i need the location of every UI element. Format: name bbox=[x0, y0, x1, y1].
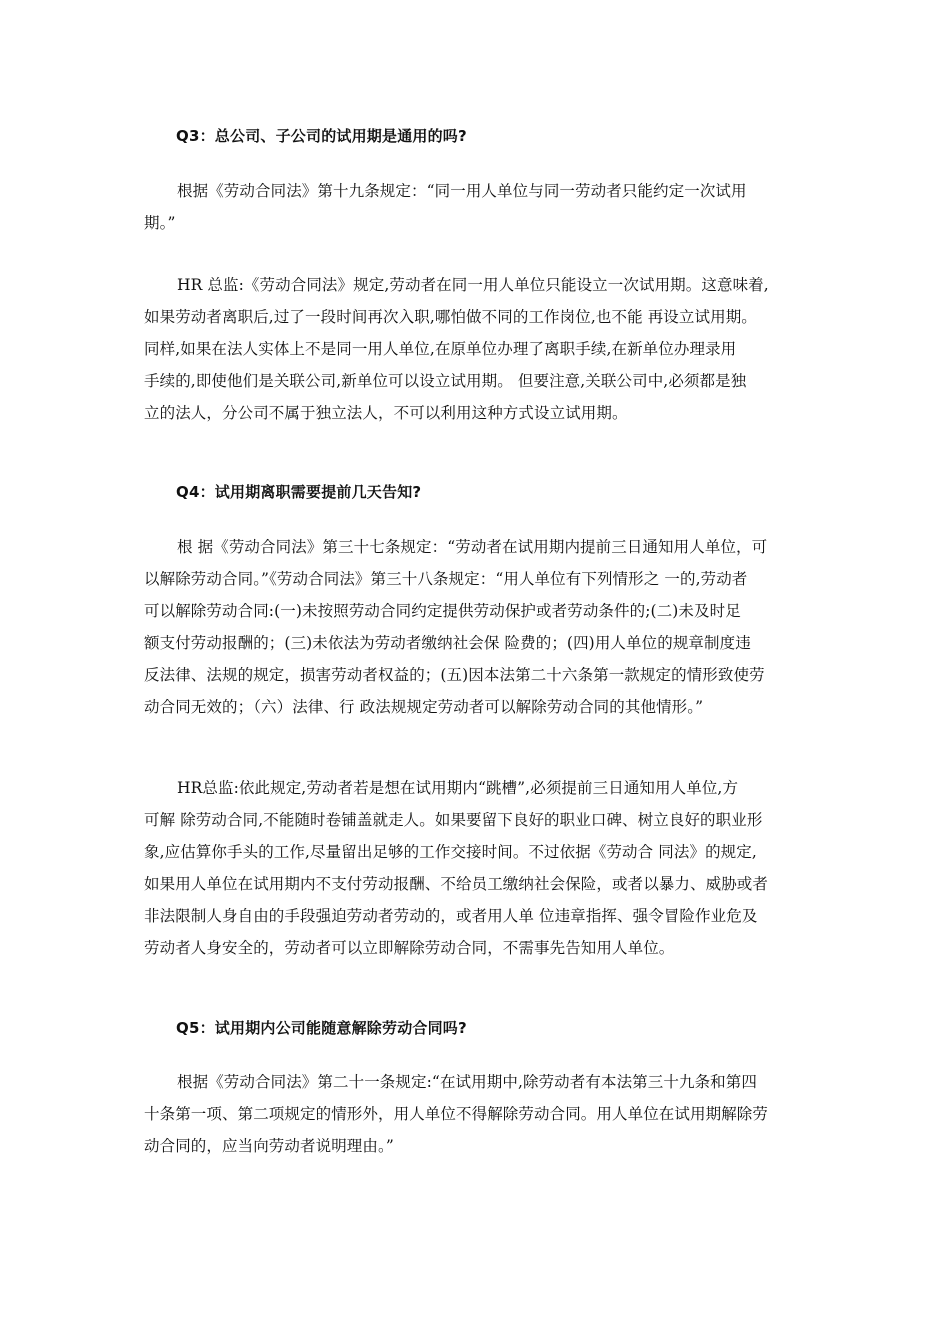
text-line: 动合同无效的；（六）法律、行 政法规规定劳动者可以解除劳动合同的其他情形。” bbox=[144, 698, 704, 716]
text-line: 可以解除劳动合同:(一)未按照劳动合同约定提供劳动保护或者劳动条件的;(二)未及时足 bbox=[144, 602, 741, 620]
text-line: 根 据《劳动合同法》第三十七条规定：“劳动者在试用期内提前三日通知用人单位，可 bbox=[177, 538, 768, 556]
paragraph-q3-law bbox=[144, 175, 814, 239]
question-heading-q4: Q4：试用期离职需要提前几天告知? bbox=[176, 483, 422, 501]
text-line: HR总监:依此规定,劳动者若是想在试用期内“跳槽”,必须提前三日通知用人单位,方 bbox=[177, 779, 739, 797]
text-line: 额支付劳动报酬的；(三)未依法为劳动者缴纳社会保 险费的；(四)用人单位的规章制度违 bbox=[144, 634, 751, 652]
text-line: 可解 除劳动合同,不能随时卷铺盖就走人。如果要留下良好的职业口碑、树立良好的职业形 bbox=[144, 811, 763, 829]
text-line: 反法律、法规的规定，损害劳动者权益的；(五)因本法第二十六条第一款规定的情形致使劳 bbox=[144, 666, 765, 684]
text-line: 立的法人，分公司不属于独立法人，不可以利用这种方式设立试用期。 bbox=[144, 404, 628, 422]
paragraph-q4-law bbox=[144, 531, 814, 723]
text-line: 十条第一项、第二项规定的情形外，用人单位不得解除劳动合同。用人单位在试用期解除劳 bbox=[144, 1105, 769, 1123]
text-line: 手续的,即使他们是关联公司,新单位可以设立试用期。 但要注意,关联公司中,必须都是独 bbox=[144, 372, 747, 390]
text-line: 期。” bbox=[144, 214, 176, 232]
text-line: 象,应估算你手头的工作,尽量留出足够的工作交接时间。不过依据《劳动合 同法》的规定, bbox=[144, 843, 757, 861]
text-line: 劳动者人身安全的，劳动者可以立即解除劳动合同，不需事先告知用人单位。 bbox=[144, 939, 675, 957]
text-line: HR 总监:《劳动合同法》规定,劳动者在同一用人单位只能设立一次试用期。这意味着, bbox=[177, 276, 769, 294]
question-heading-q5: Q5：试用期内公司能随意解除劳动合同吗? bbox=[176, 1019, 467, 1037]
text-line: 如果劳动者离职后,过了一段时间再次入职,哪怕做不同的工作岗位,也不能 再设立试用期。 bbox=[144, 308, 757, 326]
text-line: 根据《劳动合同法》第二十一条规定:“在试用期中,除劳动者有本法第三十九条和第四 bbox=[177, 1073, 757, 1091]
text-line: 如果用人单位在试用期内不支付劳动报酬、不给员工缴纳社会保险，或者以暴力、威胁或者 bbox=[144, 875, 769, 893]
paragraph-q3-hr bbox=[144, 269, 814, 429]
text-line: 非法限制人身自由的手段强迫劳动者劳动的，或者用人单 位违章指挥、强令冒险作业危及 bbox=[144, 907, 758, 925]
paragraph-q4-hr bbox=[144, 772, 814, 964]
text-line: 动合同的，应当向劳动者说明理由。” bbox=[144, 1137, 394, 1155]
text-line: 根据《劳动合同法》第十九条规定：“同一用人单位与同一劳动者只能约定一次试用 bbox=[177, 182, 747, 200]
question-heading-q3: Q3：总公司、子公司的试用期是通用的吗? bbox=[176, 127, 467, 145]
text-line: 以解除劳动合同。”《劳动合同法》第三十八条规定：“用人单位有下列情形之 一的,劳动者 bbox=[144, 570, 748, 588]
text-line: 同样,如果在法人实体上不是同一用人单位,在原单位办理了离职手续,在新单位办理录用 bbox=[144, 340, 737, 358]
paragraph-q5-law bbox=[144, 1066, 814, 1162]
